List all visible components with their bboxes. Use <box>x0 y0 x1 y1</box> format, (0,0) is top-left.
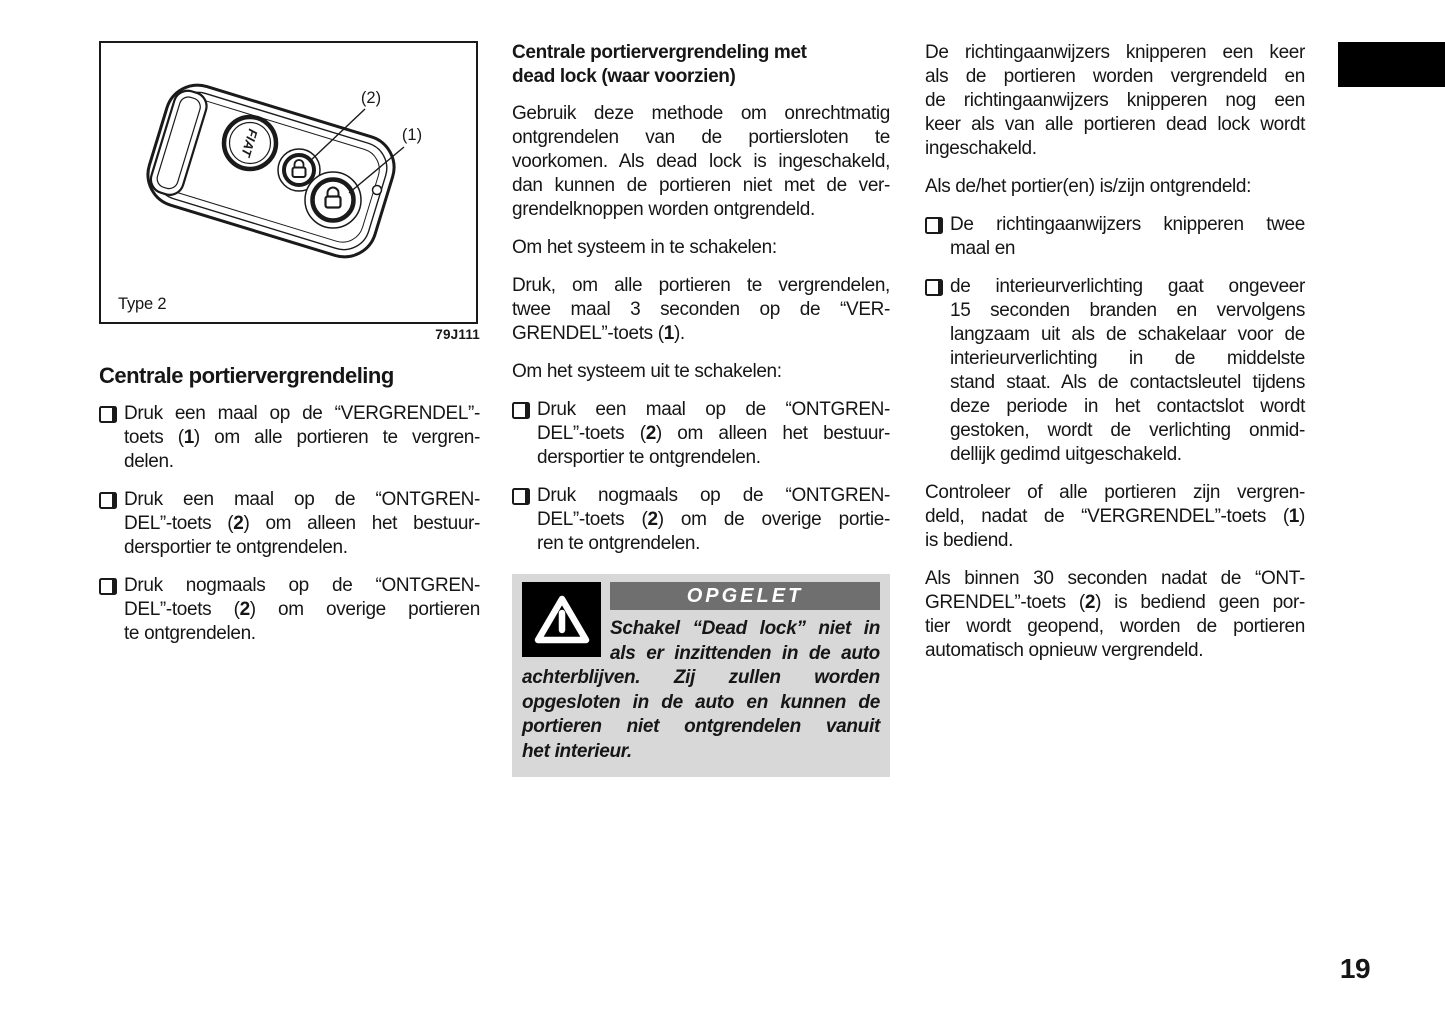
bullet-unlock-other-doors <box>99 574 480 646</box>
bullet-text: Druk nogmaals op de “ONTGREN- DEL”-toets (2) om overige portieren te ontgrendelen. <box>124 575 480 644</box>
bullet-unlock-driver-door <box>512 398 890 470</box>
callout-label-2: (2) <box>360 89 382 107</box>
bullet-interior-light <box>925 275 1305 467</box>
paragraph-dead-lock-intro: Gebruik deze methode om onrechtmatig ontgrendelen van de portiersloten te voorkomen. Als dead lock is ingeschakeld, dan kunnen de portieren niet met de ver- grendelknoppen worden ontgrendeld. <box>512 103 890 220</box>
bullet-text: Druk een maal op de “ONTGREN- DEL”-toets (2) om alleen het bestuur- dersportier te ontgrendelen. <box>124 489 480 558</box>
key-fob-figure <box>99 41 478 324</box>
bullet-text: Druk nogmaals op de “ONTGREN- DEL”-toets (2) om de overige portie- ren te ontgrendelen. <box>537 485 891 554</box>
warning-body: Schakel “Dead lock” niet in als er inzittenden in de auto achterblijven. Zij zullen worden opgesloten in de auto en kunnen de portieren niet ontgrendelen vanuit het interieur. <box>522 618 880 762</box>
callout-label-1: (1) <box>401 126 423 144</box>
checkbox-bullet-icon <box>925 217 943 234</box>
bullet-text: Druk een maal op de “VERGRENDEL”- toets (1) om alle portieren te vergren- delen. <box>124 403 480 472</box>
section-tab-marker <box>1338 42 1445 87</box>
column-right <box>925 41 1305 677</box>
bullet-text: De richtingaanwijzers knipperen twee maal en <box>950 214 1305 259</box>
heading-central-locking: Centrale portiervergrendeling <box>99 363 394 388</box>
bullet-unlock-driver-door <box>99 488 480 560</box>
checkbox-bullet-icon <box>512 402 530 419</box>
paragraph-press-lock-twice: Druk, om alle portieren te vergrendelen, twee maal 3 seconden op de “VER- GRENDEL”-toets (1). <box>512 275 890 344</box>
fiat-logo <box>224 117 276 169</box>
paragraph-enable-system: Om het systeem in te schakelen: <box>512 237 777 258</box>
column-middle <box>512 41 890 777</box>
figure-code: 79J111 <box>435 327 480 342</box>
bullet-text: de interieurverlichting gaat ongeveer 15 seconden branden en vervolgens langzaam uit als de schakelaar voor de interieurverlichting in de middelste stand staat. Als de contactsleutel tijdens deze periode in het contactslot wordt gestoken, wordt de verlichting onmid- dellijk gedimd uitgeschakeld. <box>950 276 1305 465</box>
figure-type-label: Type 2 <box>118 295 167 313</box>
paragraph-indicators-flash: De richtingaanwijzers knipperen een keer als de portieren worden vergrendeld en de richtingaanwijzers knipperen nog een keer als van alle portieren dead lock wordt ingeschakeld. <box>925 42 1305 159</box>
checkbox-bullet-icon <box>99 492 117 509</box>
bullet-indicators-flash-twice <box>925 213 1305 261</box>
warning-triangle-icon <box>522 582 601 657</box>
bullet-unlock-other-doors <box>512 484 890 556</box>
paragraph-doors-unlocked: Als de/het portier(en) is/zijn ontgrendeld: <box>925 176 1252 197</box>
checkbox-bullet-icon <box>99 406 117 423</box>
page-number: 19 <box>1339 953 1371 984</box>
heading-dead-lock <box>512 41 890 89</box>
bullet-text: Druk een maal op de “ONTGREN- DEL”-toets (2) om alleen het bestuur- dersportier te ontgrendelen. <box>537 399 891 468</box>
paragraph-disable-system: Om het systeem uit te schakelen: <box>512 361 782 382</box>
checkbox-bullet-icon <box>925 279 943 296</box>
led-indicator <box>373 186 382 195</box>
paragraph-check-locked: Controleer of alle portieren zijn vergren- deld, nadat de “VERGRENDEL”-toets (1) is bediend. <box>925 482 1305 551</box>
fiat-logo-text: FIAT <box>238 127 261 159</box>
warning-title: OPGELET <box>610 582 880 610</box>
warning-box <box>512 574 890 777</box>
checkbox-bullet-icon <box>512 488 530 505</box>
paragraph-auto-relock: Als binnen 30 seconden nadat de “ONT- GRENDEL”-toets (2) is bediend geen por- tier wordt geopend, worden de portieren automatisch opnieuw vergrendeld. <box>925 568 1305 661</box>
key-fob-illustration <box>101 43 476 322</box>
lock-button-1 <box>305 172 361 228</box>
bullet-lock-all-doors <box>99 402 480 474</box>
checkbox-bullet-icon <box>99 578 117 595</box>
column-left <box>99 41 480 660</box>
heading-text: Centrale portiervergrendeling met dead lock (waar voorzien) <box>512 42 807 87</box>
